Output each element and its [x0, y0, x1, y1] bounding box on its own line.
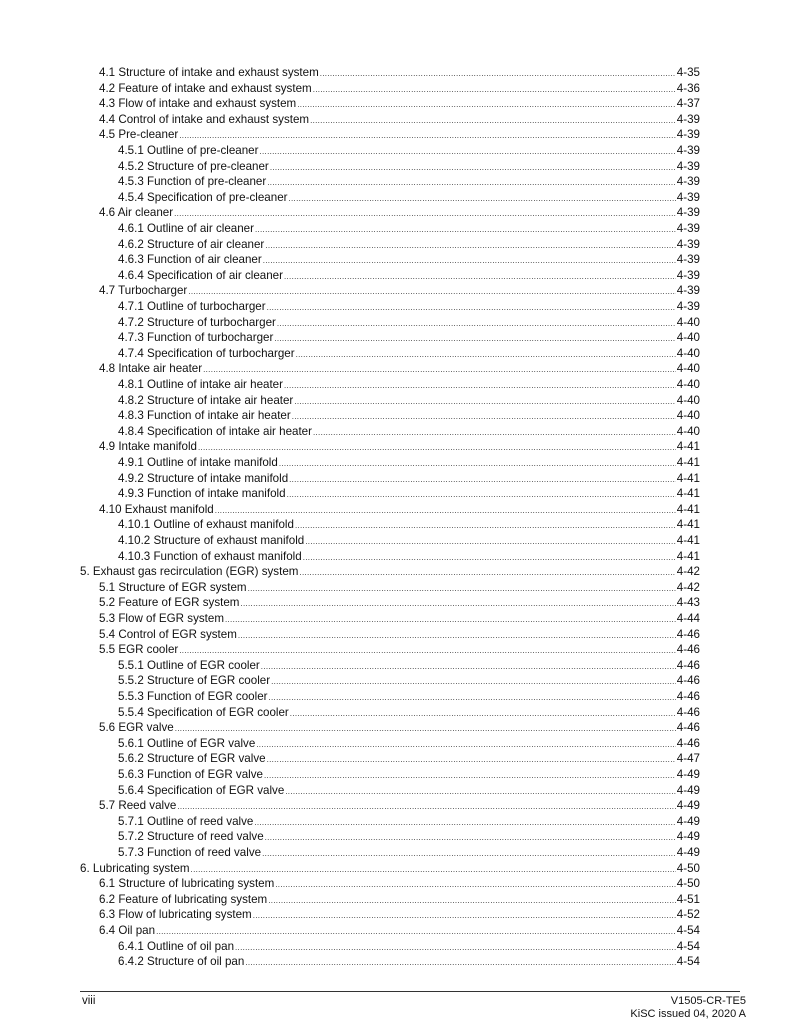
dot-leader [188, 284, 675, 300]
toc-entry-title: 4.6.3 Function of air cleaner [118, 253, 262, 267]
toc-entry-title: 4.10.3 Function of exhaust manifold [118, 549, 302, 563]
toc-entry[interactable] [118, 174, 700, 190]
toc-entry-title: 5.6.1 Outline of EGR valve [118, 736, 256, 750]
toc-entry-page: 4-40 [676, 346, 700, 360]
toc-entry-page: 4-46 [676, 705, 700, 719]
toc-entry[interactable] [99, 892, 700, 908]
dot-leader [292, 409, 676, 425]
dot-leader [255, 222, 676, 238]
toc-entry-title: 4.5.2 Structure of pre-cleaner [118, 159, 269, 173]
toc-entry[interactable] [118, 252, 700, 268]
toc-entry-title: 5.5.1 Outline of EGR cooler [118, 658, 260, 672]
toc-entry-page: 4-44 [676, 612, 700, 625]
toc-entry[interactable] [99, 627, 700, 643]
toc-entry-page: 4-39 [676, 159, 700, 173]
toc-entry[interactable] [99, 361, 700, 377]
toc-entry-page: 4-49 [676, 830, 700, 844]
toc-entry-page: 4-40 [676, 393, 700, 407]
toc-entry[interactable] [99, 720, 700, 736]
toc-entry[interactable] [99, 439, 700, 455]
toc-entry-page: 4-41 [676, 518, 700, 532]
toc-entry[interactable] [118, 159, 700, 175]
toc-entry-page: 4-49 [676, 814, 700, 828]
dot-leader [248, 581, 676, 597]
dot-leader [265, 830, 676, 846]
toc-entry[interactable] [118, 517, 700, 533]
toc-entry-page: 4-40 [676, 362, 700, 376]
dot-leader [225, 612, 676, 628]
toc-entry-title: 5.5.2 Structure of EGR cooler [118, 674, 271, 688]
toc-entry-page: 4-39 [676, 128, 700, 142]
dot-leader [320, 66, 676, 82]
toc-entry-title: 5.7.2 Structure of reed valve [118, 830, 264, 844]
toc-entry-page: 4-39 [676, 268, 700, 282]
dot-leader [267, 752, 676, 768]
toc-entry-page: 4-39 [676, 300, 700, 313]
toc-entry-page: 4-50 [676, 877, 700, 891]
toc-entry-title: 5.5.3 Function of EGR cooler [118, 690, 268, 703]
footer-info [630, 995, 746, 1021]
dot-leader [254, 815, 675, 831]
toc-entry-title: 4.4 Control of intake and exhaust system [99, 112, 310, 126]
toc-entry-page: 4-41 [676, 456, 700, 469]
toc-entry-title: 4.5.4 Specification of pre-cleaner [118, 190, 288, 204]
toc-entry-title: 4.7 Turbocharger [99, 284, 188, 298]
toc-entry-page: 4-46 [676, 658, 700, 672]
toc-entry-title: 5.2 Feature of EGR system [99, 596, 240, 610]
toc-entry-page: 4-40 [676, 378, 700, 391]
toc-entry-page: 4-39 [676, 237, 700, 251]
toc-entry[interactable] [99, 127, 700, 143]
toc-entry-title: 4.8.4 Specification of intake air heater [118, 424, 312, 438]
dot-leader [267, 300, 676, 316]
toc-entry[interactable] [80, 564, 700, 580]
dot-leader [263, 253, 676, 269]
toc-entry-page: 4-51 [676, 892, 700, 906]
toc-entry[interactable] [118, 845, 700, 861]
toc-entry-page: 4-52 [676, 908, 700, 922]
toc-entry-title: 4.5 Pre-cleaner [99, 128, 179, 142]
dot-leader [179, 128, 676, 144]
toc-entry[interactable] [99, 595, 700, 611]
toc-entry[interactable] [118, 549, 700, 565]
dot-leader [289, 472, 676, 488]
page-number: viii [82, 995, 96, 1007]
toc-entry-title: 5. Exhaust gas recirculation (EGR) system [80, 565, 299, 579]
toc-entry-page: 4-36 [676, 81, 700, 95]
toc-entry-title: 4.1 Structure of intake and exhaust system [99, 66, 319, 79]
toc-entry-title: 4.6.2 Structure of air cleaner [118, 237, 265, 251]
toc-entry[interactable] [118, 783, 700, 799]
dot-leader [261, 659, 676, 675]
dot-leader [262, 846, 676, 862]
dot-leader [175, 721, 676, 737]
toc-entry[interactable] [118, 424, 700, 440]
toc-entry-title: 4.8.3 Function of intake air heater [118, 409, 291, 423]
dot-leader [284, 378, 676, 394]
toc-entry-title: 4.5.3 Function of pre-cleaner [118, 175, 267, 189]
toc-entry-title: 5.1 Structure of EGR system [99, 580, 247, 594]
toc-entry-page: 4-49 [676, 783, 700, 797]
dot-leader [289, 191, 676, 207]
toc-entry[interactable] [99, 283, 700, 299]
toc-entry[interactable] [118, 237, 700, 253]
toc-entry-title: 5.5 EGR cooler [99, 643, 179, 657]
toc-entry-title: 4.8.1 Outline of intake air heater [118, 378, 283, 391]
toc-entry-page: 4-41 [676, 471, 700, 485]
toc-entry-page: 4-41 [676, 487, 700, 501]
toc-entry-page: 4-39 [676, 144, 700, 157]
dot-leader [215, 503, 676, 519]
toc-entry-title: 4.8.2 Structure of intake air heater [118, 393, 294, 407]
toc-entry-title: 4.9.1 Outline of intake manifold [118, 456, 278, 469]
toc-entry[interactable] [118, 814, 700, 830]
toc-entry-title: 4.6 Air cleaner [99, 206, 174, 220]
dot-leader [284, 269, 676, 285]
dot-leader [285, 784, 676, 800]
toc-entry[interactable] [118, 533, 700, 549]
dot-leader [275, 877, 676, 893]
toc-entry[interactable] [118, 377, 700, 393]
toc-entry[interactable] [118, 673, 700, 689]
toc-entry[interactable] [118, 751, 700, 767]
dot-leader [235, 940, 676, 956]
dot-leader [277, 316, 676, 332]
toc-entry-title: 4.7.3 Function of turbocharger [118, 331, 274, 345]
toc-entry[interactable] [99, 580, 700, 596]
toc-entry-page: 4-39 [676, 112, 700, 126]
footer-divider [80, 991, 740, 992]
dot-leader [268, 893, 676, 909]
toc-entry-title: 4.6.1 Outline of air cleaner [118, 222, 254, 235]
toc-entry[interactable] [118, 471, 700, 487]
toc-entry-page: 4-39 [676, 222, 700, 235]
toc-entry-title: 4.5.1 Outline of pre-cleaner [118, 144, 259, 157]
toc-entry-page: 4-40 [676, 315, 700, 329]
toc-entry[interactable] [118, 393, 700, 409]
dot-leader [274, 331, 675, 347]
toc-entry-title: 5.3 Flow of EGR system [99, 612, 224, 625]
toc-entry[interactable] [118, 486, 700, 502]
toc-entry[interactable] [99, 81, 700, 97]
toc-entry[interactable] [99, 907, 700, 923]
dot-leader [295, 518, 676, 534]
toc-entry-page: 4-46 [676, 736, 700, 750]
dot-leader [265, 238, 675, 254]
toc-entry-title: 5.4 Control of EGR system [99, 627, 237, 641]
issue-info: KiSC issued 04, 2020 A [630, 1008, 746, 1020]
toc-entry-title: 6.4.1 Outline of oil pan [118, 939, 235, 953]
dot-leader [256, 737, 676, 753]
toc-entry-title: 5.6.3 Function of EGR valve [118, 768, 263, 781]
dot-leader [299, 565, 675, 581]
toc-entry-page: 4-49 [676, 846, 700, 859]
toc-entry-page: 4-41 [676, 440, 700, 454]
toc-entry[interactable] [99, 876, 700, 892]
toc-entry-page: 4-40 [676, 409, 700, 423]
toc-entry-title: 4.10.2 Structure of exhaust manifold [118, 534, 305, 547]
toc-entry-page: 4-46 [676, 674, 700, 688]
toc-entry-page: 4-39 [676, 284, 700, 298]
toc-entry[interactable] [118, 346, 700, 362]
dot-leader [296, 347, 676, 363]
toc-entry-title: 6.4.2 Structure of oil pan [118, 955, 245, 969]
toc-entry-page: 4-49 [676, 799, 700, 813]
toc-entry-page: 4-40 [676, 331, 700, 345]
toc-entry-page: 4-49 [676, 768, 700, 781]
doc-code: V1505-CR-TE5 [670, 995, 746, 1007]
toc-entry-page: 4-41 [676, 549, 700, 563]
toc-entry[interactable] [99, 65, 700, 81]
toc-entry[interactable] [118, 299, 700, 315]
toc-entry[interactable] [118, 143, 700, 159]
toc-entry-title: 5.6 EGR valve [99, 721, 174, 735]
toc-entry-title: 5.6.2 Structure of EGR valve [118, 752, 266, 766]
toc-entry-page: 4-54 [676, 939, 700, 953]
toc-entry-page: 4-54 [676, 955, 700, 969]
toc-entry-title: 4.7.4 Specification of turbocharger [118, 346, 295, 360]
toc-entry[interactable] [99, 205, 700, 221]
toc-entry[interactable] [118, 221, 700, 237]
toc-entry-title: 5.7.1 Outline of reed valve [118, 814, 254, 828]
dot-leader [191, 862, 676, 878]
toc-entry[interactable] [99, 611, 700, 627]
toc-entry[interactable] [118, 939, 700, 955]
toc-entry-page: 4-41 [676, 534, 700, 547]
toc-entry-title: 5.7.3 Function of reed valve [118, 846, 262, 859]
toc-entry-page: 4-42 [676, 580, 700, 594]
dot-leader [253, 908, 676, 924]
toc-entry-page: 4-39 [676, 175, 700, 189]
toc-entry-title: 4.8 Intake air heater [99, 362, 203, 376]
toc-entry-page: 4-39 [676, 206, 700, 220]
toc-entry-page: 4-50 [676, 861, 700, 875]
toc-entry-title: 4.9 Intake manifold [99, 440, 197, 454]
toc-entry-title: 5.6.4 Specification of EGR valve [118, 783, 285, 797]
toc-entry-title: 4.10.1 Outline of exhaust manifold [118, 518, 294, 532]
toc-entry-title: 4.10 Exhaust manifold [99, 502, 214, 516]
toc-entry-page: 4-43 [676, 596, 700, 610]
toc-entry-title: 6.4 Oil pan [99, 924, 156, 937]
dot-leader [313, 82, 676, 98]
toc-entry-title: 5.7 Reed valve [99, 799, 177, 813]
toc-entry-title: 6. Lubricating system [80, 861, 190, 875]
toc-entry-title: 6.3 Flow of lubricating system [99, 908, 252, 922]
dot-leader [203, 362, 676, 378]
dot-leader [269, 690, 676, 706]
dot-leader [174, 206, 676, 222]
toc-entry[interactable] [118, 330, 700, 346]
dot-leader [303, 550, 676, 566]
toc-entry-title: 4.7.2 Structure of turbocharger [118, 315, 276, 329]
toc-entry[interactable] [99, 112, 700, 128]
toc-entry[interactable] [80, 861, 700, 877]
dot-leader [290, 706, 676, 722]
dot-leader [177, 799, 675, 815]
toc-entry[interactable] [118, 315, 700, 331]
toc-entry-title: 4.2 Feature of intake and exhaust system [99, 81, 312, 95]
toc-entry-page: 4-47 [676, 752, 700, 766]
toc-entry[interactable] [118, 190, 700, 206]
toc-entry-title: 4.9.2 Structure of intake manifold [118, 471, 289, 485]
toc-entry[interactable] [99, 642, 700, 658]
toc-entry[interactable] [118, 408, 700, 424]
toc-entry[interactable] [118, 689, 700, 705]
dot-leader [287, 487, 676, 503]
dot-leader [260, 144, 676, 160]
toc-entry[interactable] [99, 96, 700, 112]
toc-entry-page: 4-46 [676, 627, 700, 641]
toc-entry-page: 4-39 [676, 190, 700, 204]
dot-leader [240, 596, 675, 612]
toc-entry-page: 4-46 [676, 643, 700, 657]
toc-entry[interactable] [118, 736, 700, 752]
toc-entry-title: 4.6.4 Specification of air cleaner [118, 268, 283, 282]
dot-leader [297, 97, 676, 113]
toc-entry-page: 4-37 [676, 97, 700, 111]
toc-entry-page: 4-46 [676, 721, 700, 735]
toc-entry-title: 4.7.1 Outline of turbocharger [118, 300, 266, 313]
toc-entry-page: 4-42 [676, 565, 700, 579]
dot-leader [267, 175, 676, 191]
toc-entry[interactable] [118, 705, 700, 721]
dot-leader [245, 955, 675, 971]
toc-entry[interactable] [118, 829, 700, 845]
dot-leader [179, 643, 676, 659]
dot-leader [313, 425, 676, 441]
dot-leader [156, 924, 676, 940]
dot-leader [271, 674, 676, 690]
toc-entry-title: 4.9.3 Function of intake manifold [118, 487, 286, 501]
dot-leader [279, 456, 676, 472]
toc-entry[interactable] [99, 798, 700, 814]
dot-leader [198, 440, 676, 456]
toc-entry[interactable] [118, 767, 700, 783]
toc-entry[interactable] [118, 268, 700, 284]
toc-entry-page: 4-35 [676, 66, 700, 79]
dot-leader [305, 534, 676, 550]
toc-entry-title: 6.2 Feature of lubricating system [99, 892, 268, 906]
toc-entry-page: 4-40 [676, 424, 700, 438]
dot-leader [238, 628, 676, 644]
dot-leader [310, 113, 676, 129]
toc-entry[interactable] [118, 658, 700, 674]
dot-leader [270, 160, 676, 176]
toc-entry-page: 4-41 [676, 502, 700, 516]
toc-entry-page: 4-54 [676, 924, 700, 937]
toc-entry-title: 5.5.4 Specification of EGR cooler [118, 705, 289, 719]
dot-leader [264, 768, 676, 784]
toc-entry-title: 4.3 Flow of intake and exhaust system [99, 97, 297, 111]
toc-entry[interactable] [118, 954, 700, 970]
toc-entry[interactable] [99, 502, 700, 518]
toc-entry[interactable] [99, 923, 700, 939]
toc-entry-page: 4-39 [676, 253, 700, 267]
toc-entry[interactable] [118, 455, 700, 471]
toc-entry-title: 6.1 Structure of lubricating system [99, 877, 275, 891]
toc-entry-page: 4-46 [676, 690, 700, 703]
dot-leader [294, 394, 675, 410]
